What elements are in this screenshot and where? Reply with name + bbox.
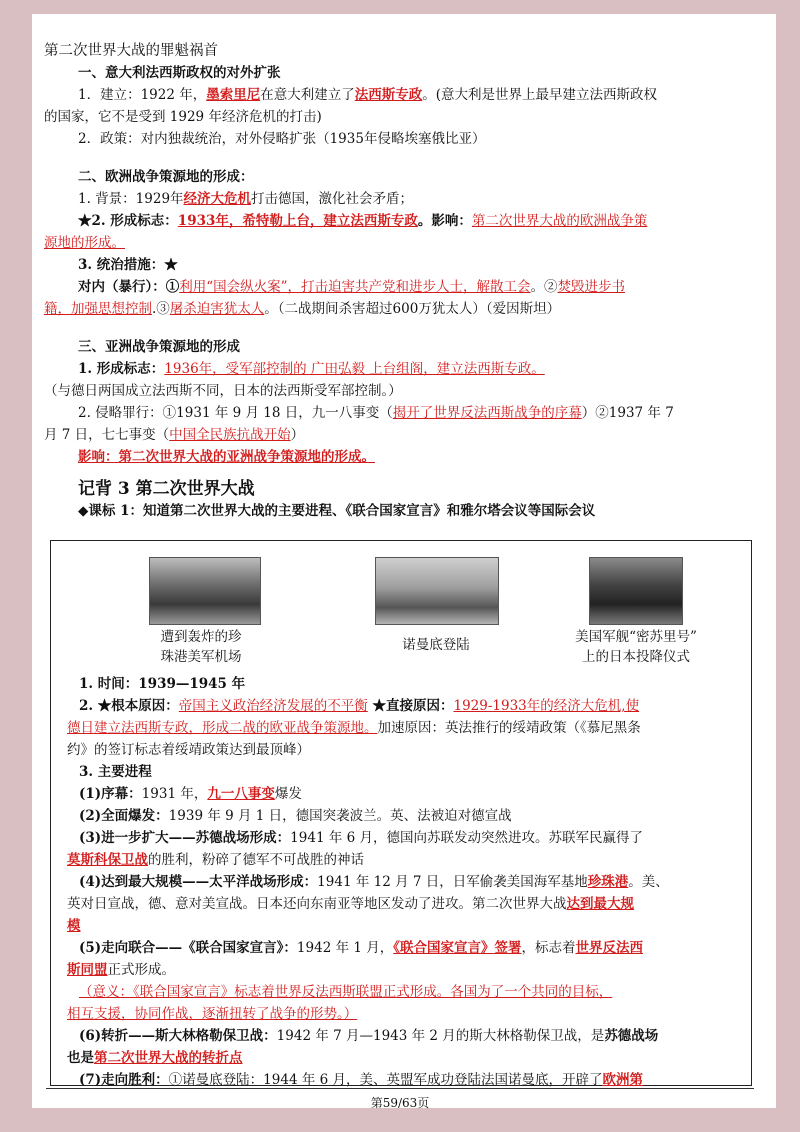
page-frame-left bbox=[0, 0, 32, 1132]
section2-line1: 1. 背景：1929年经济大危机打击德国，激化社会矛盾； bbox=[78, 191, 414, 207]
section2-line2: ★2. 形成标志：1933年，希特勒上台，建立法西斯专政。影响：第二次世界大战的欧洲战争策 bbox=[78, 213, 648, 229]
normandy-landing-photo bbox=[375, 557, 499, 625]
section3-line2-cont: 月 7 日，七七事变（中国全民族抗战开始） bbox=[44, 427, 305, 443]
section3-line1-note: （与德日两国成立法西斯不同，日本的法西斯受军部控制。） bbox=[44, 383, 402, 399]
page-frame-right bbox=[776, 0, 800, 1132]
item-alliance: (5)走向联合——《联合国家宣言》：1942 年 1 月，《联合国家宣言》签署，标志着世界反法西 bbox=[79, 940, 643, 956]
missouri-surrender-photo bbox=[589, 557, 683, 625]
document-body bbox=[44, 40, 760, 522]
section2-line3: 3. 统治措施：★ bbox=[78, 257, 178, 273]
photo-row bbox=[51, 551, 751, 681]
item-causes-cont: 德日建立法西斯专政，形成二战的欧亚战争策源地。加速原因：英法推行的绥靖政策（《慕尼黑条 bbox=[67, 720, 641, 736]
item-max-scale-cont2: 模 bbox=[67, 918, 81, 934]
section4-heading: 记背 3 第二次世界大战 bbox=[78, 479, 255, 499]
item-process-heading: 3. 主要进程 bbox=[79, 764, 152, 780]
item-max-scale-cont: 英对日宣战，德、意对美宣战。日本还向东南亚等地区发动了进攻。第二次世界大战达到最大规 bbox=[67, 896, 634, 912]
section2-line4-cont: 籍，加强思想控制.③屠杀迫害犹太人。（二战期间杀害超过600万犹太人）（爱因斯坦） bbox=[44, 301, 561, 317]
page-frame-bottom bbox=[0, 1108, 800, 1132]
ww2-summary-text bbox=[67, 673, 745, 1091]
item-outbreak: (2)全面爆发：1939 年 9 月 1 日，德国突袭波兰。英、法被迫对德宣战 bbox=[79, 808, 512, 824]
section3-line2: 2. 侵略罪行：①1931 年 9 月 18 日，九一八事变（揭开了世界反法西斯战争的序幕）②1937 年 7 bbox=[78, 405, 674, 421]
item-causes-cont2: 约》的签订标志着绥靖政策达到最顶峰） bbox=[67, 742, 310, 758]
section1-line1-cont: 的国家，它不是受到 1929 年经济危机的打击) bbox=[44, 109, 322, 125]
item-alliance-cont: 斯同盟正式形成。 bbox=[67, 962, 175, 978]
section3-line1: 1. 形成标志：1936年，受军部控制的 广田弘毅 上台组阁，建立法西斯专政。 bbox=[78, 361, 545, 377]
caption-pearl-harbor: 遭到轰炸的珍 珠港美军机场 bbox=[160, 629, 242, 665]
item-alliance-significance: （意义：《联合国家宣言》标志着世界反法西斯联盟正式形成。各国为了一个共同的目标， bbox=[79, 984, 613, 1000]
item-prelude: (1)序幕：1931 年，九一八事变爆发 bbox=[79, 786, 302, 802]
ww2-summary-box bbox=[50, 540, 752, 1086]
item-victory: (7)走向胜利：①诺曼底登陆：1944 年 6 月，美、英盟军成功登陆法国诺曼底，开辟了欧洲第 bbox=[79, 1072, 643, 1088]
footer-divider bbox=[46, 1088, 754, 1089]
item-expansion: (3)进一步扩大——苏德战场形成：1941 年 6 月，德国向苏联发动突然进攻。苏联军民赢得了 bbox=[79, 830, 643, 846]
caption-normandy: 诺曼底登陆 bbox=[402, 637, 470, 653]
page-frame-top bbox=[0, 0, 800, 14]
item-expansion-cont: 莫斯科保卫战的胜利，粉碎了德军不可战胜的神话 bbox=[67, 852, 364, 868]
section2-line4: 对内（暴行）：①利用“国会纵火案”，打击迫害共产党和进步人士，解散工会。②焚毁进步书 bbox=[78, 279, 626, 295]
item-alliance-significance-cont: 相互支援，协同作战，逐渐扭转了战争的形势。） bbox=[67, 1006, 358, 1022]
section2-heading: 二、欧洲战争策源地的形成： bbox=[78, 169, 254, 185]
section2-line2-cont: 源地的形成。 bbox=[44, 235, 125, 251]
item-time: 1. 时间：1939—1945 年 bbox=[79, 676, 246, 692]
section3-line3: 影响：第二次世界大战的亚洲战争策源地的形成。 bbox=[78, 449, 375, 465]
section1-line1: 1．建立：1922 年，墨索里尼在意大利建立了法西斯专政。(意大利是世界上最早建立法西斯政权 bbox=[78, 87, 658, 103]
curriculum-standard: ◆课标 1：知道第二次世界大战的主要进程、《联合国家宣言》和雅尔塔会议等国际会议 bbox=[78, 503, 596, 519]
item-turning-point-cont: 也是第二次世界大战的转折点 bbox=[67, 1050, 243, 1066]
section1-line2: 2．政策：对内独裁统治，对外侵略扩张（1935年侵略埃塞俄比亚） bbox=[78, 131, 486, 147]
item-max-scale: (4)达到最大规模——太平洋战场形成：1941 年 12 月 7 日，日军偷袭美国海军基地珍珠港。美、 bbox=[79, 874, 669, 890]
section3-heading: 三、亚洲战争策源地的形成 bbox=[78, 339, 240, 355]
pearl-harbor-photo bbox=[149, 557, 261, 625]
doc-title: 第二次世界大战的罪魁祸首 bbox=[44, 43, 218, 59]
caption-missouri: 美国军舰“密苏里号” 上的日本投降仪式 bbox=[575, 629, 697, 665]
item-causes: 2. ★根本原因：帝国主义政治经济发展的不平衡 ★直接原因：1929-1933年的经济大危机,使 bbox=[79, 698, 640, 714]
page-number: 第59/63页 bbox=[370, 1096, 430, 1110]
section1-heading: 一、意大利法西斯政权的对外扩张 bbox=[78, 65, 281, 81]
item-turning-point: (6)转折——斯大林格勒保卫战：1942 年 7 月—1943 年 2 月的斯大林格勒保卫战，是苏德战场 bbox=[79, 1028, 659, 1044]
